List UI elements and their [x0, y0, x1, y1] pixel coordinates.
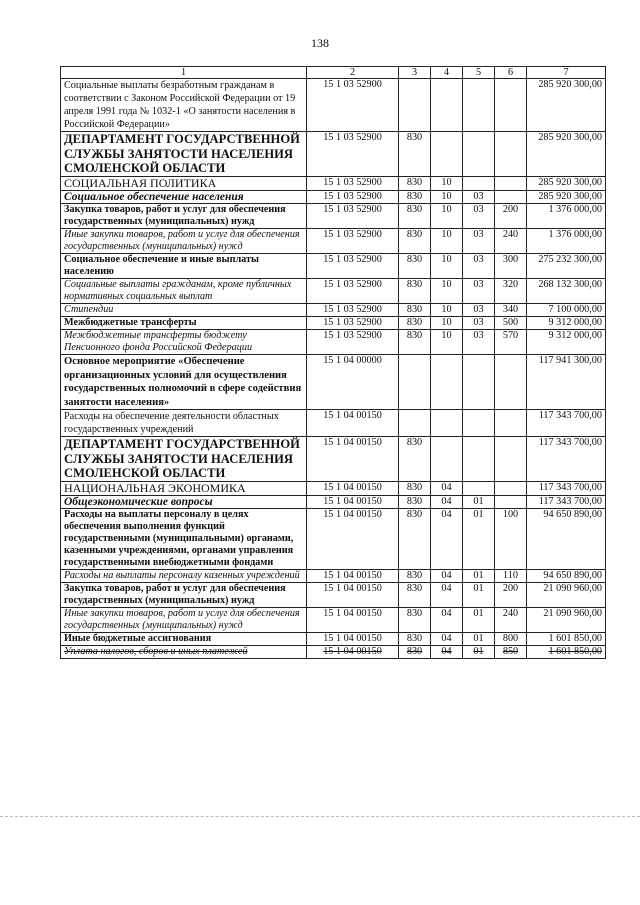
amount-cell: 21 090 960,00	[527, 583, 606, 608]
amount-cell: 9 312 000,00	[527, 330, 606, 355]
target-code-cell: 15 1 03 52900	[307, 132, 399, 177]
row-name-cell: Социальные выплаты гражданам, кроме публичных нормативных социальных выплат	[61, 279, 307, 304]
row-name-cell: НАЦИОНАЛЬНАЯ ЭКОНОМИКА	[61, 481, 307, 495]
table-row	[61, 204, 606, 229]
row-name-cell: Расходы на обеспечение деятельности областных государственных учреждений	[61, 410, 307, 437]
budget-table	[60, 66, 606, 659]
table-row	[61, 608, 606, 633]
table-row	[61, 330, 606, 355]
section-code-cell: 10	[431, 330, 463, 355]
target-code-cell: 15 1 03 52900	[307, 254, 399, 279]
amount-cell: 285 920 300,00	[527, 190, 606, 204]
amount-cell: 275 232 300,00	[527, 254, 606, 279]
section-code-cell: 10	[431, 190, 463, 204]
amount-cell: 117 941 300,00	[527, 355, 606, 410]
amount-cell: 7 100 000,00	[527, 304, 606, 317]
table-row	[61, 646, 606, 659]
subsection-code-cell	[463, 79, 495, 132]
table-row	[61, 570, 606, 583]
grbs-code-cell: 830	[399, 495, 431, 509]
expense-type-cell	[495, 176, 527, 190]
target-code-cell: 15 1 03 52900	[307, 176, 399, 190]
column-header: 5	[463, 67, 495, 79]
row-name-cell: Общеэкономические вопросы	[61, 495, 307, 509]
expense-type-cell	[495, 190, 527, 204]
column-header: 4	[431, 67, 463, 79]
target-code-cell: 15 1 03 52900	[307, 204, 399, 229]
bottom-divider	[0, 816, 640, 817]
table-row	[61, 583, 606, 608]
section-code-cell: 04	[431, 646, 463, 659]
row-name-cell: Социальное обеспечение и иные выплаты населению	[61, 254, 307, 279]
amount-cell: 21 090 960,00	[527, 608, 606, 633]
grbs-code-cell	[399, 410, 431, 437]
amount-cell: 285 920 300,00	[527, 79, 606, 132]
row-name-cell: Социальные выплаты безработным гражданам в соответствии с Законом Российской Федерации от 19 апреля 1991 года № 1032-1 «О занятости населения в Российской Федерации»	[61, 79, 307, 132]
expense-type-cell: 110	[495, 570, 527, 583]
table-row	[61, 509, 606, 570]
table-row	[61, 437, 606, 482]
subsection-code-cell	[463, 410, 495, 437]
row-name-cell: Иные закупки товаров, работ и услуг для обеспечения государственных (муниципальных) нужд	[61, 229, 307, 254]
table-row	[61, 481, 606, 495]
expense-type-cell	[495, 437, 527, 482]
table-row	[61, 132, 606, 177]
subsection-code-cell: 03	[463, 279, 495, 304]
grbs-code-cell: 830	[399, 190, 431, 204]
section-code-cell: 04	[431, 495, 463, 509]
section-code-cell	[431, 79, 463, 132]
target-code-cell: 15 1 03 52900	[307, 304, 399, 317]
grbs-code-cell: 830	[399, 229, 431, 254]
table-row	[61, 410, 606, 437]
expense-type-cell: 850	[495, 646, 527, 659]
section-code-cell	[431, 437, 463, 482]
section-code-cell: 10	[431, 317, 463, 330]
amount-cell: 285 920 300,00	[527, 132, 606, 177]
grbs-code-cell: 830	[399, 330, 431, 355]
amount-cell: 285 920 300,00	[527, 176, 606, 190]
grbs-code-cell: 830	[399, 509, 431, 570]
subsection-code-cell	[463, 355, 495, 410]
grbs-code-cell: 830	[399, 317, 431, 330]
amount-cell: 1 376 000,00	[527, 229, 606, 254]
subsection-code-cell	[463, 481, 495, 495]
grbs-code-cell	[399, 355, 431, 410]
target-code-cell: 15 1 04 00150	[307, 481, 399, 495]
column-header: 2	[307, 67, 399, 79]
table-row	[61, 633, 606, 646]
amount-cell: 117 343 700,00	[527, 410, 606, 437]
target-code-cell: 15 1 04 00150	[307, 570, 399, 583]
grbs-code-cell: 830	[399, 608, 431, 633]
target-code-cell: 15 1 04 00150	[307, 509, 399, 570]
row-name-cell: Расходы на выплаты персоналу в целях обеспечения выполнения функций государственными (муниципальными) органами, казенными учреждениями, органами управления государственными внебюджетными фондами	[61, 509, 307, 570]
amount-cell: 1 601 850,00	[527, 633, 606, 646]
grbs-code-cell: 830	[399, 254, 431, 279]
target-code-cell: 15 1 03 52900	[307, 330, 399, 355]
row-name-cell: Закупка товаров, работ и услуг для обеспечения государственных (муниципальных) нужд	[61, 204, 307, 229]
target-code-cell: 15 1 04 00150	[307, 608, 399, 633]
expense-type-cell	[495, 410, 527, 437]
subsection-code-cell: 03	[463, 190, 495, 204]
row-name-cell: Расходы на выплаты персоналу казенных учреждений	[61, 570, 307, 583]
section-code-cell	[431, 355, 463, 410]
table-row	[61, 254, 606, 279]
table-row	[61, 229, 606, 254]
column-header: 7	[527, 67, 606, 79]
section-code-cell: 10	[431, 304, 463, 317]
section-code-cell: 10	[431, 254, 463, 279]
row-name-cell: Уплата налогов, сборов и иных платежей	[61, 646, 307, 659]
expense-type-cell: 300	[495, 254, 527, 279]
target-code-cell: 15 1 03 52900	[307, 229, 399, 254]
grbs-code-cell: 830	[399, 132, 431, 177]
amount-cell: 9 312 000,00	[527, 317, 606, 330]
row-name-cell: СОЦИАЛЬНАЯ ПОЛИТИКА	[61, 176, 307, 190]
expense-type-cell	[495, 481, 527, 495]
row-name-cell: Закупка товаров, работ и услуг для обеспечения государственных (муниципальных) нужд	[61, 583, 307, 608]
subsection-code-cell: 03	[463, 330, 495, 355]
section-code-cell: 10	[431, 176, 463, 190]
amount-cell: 117 343 700,00	[527, 481, 606, 495]
target-code-cell: 15 1 04 00150	[307, 646, 399, 659]
grbs-code-cell: 830	[399, 570, 431, 583]
target-code-cell: 15 1 04 00000	[307, 355, 399, 410]
subsection-code-cell: 03	[463, 304, 495, 317]
subsection-code-cell: 01	[463, 608, 495, 633]
section-code-cell: 04	[431, 481, 463, 495]
grbs-code-cell: 830	[399, 583, 431, 608]
grbs-code-cell	[399, 79, 431, 132]
expense-type-cell	[495, 355, 527, 410]
expense-type-cell: 200	[495, 204, 527, 229]
grbs-code-cell: 830	[399, 204, 431, 229]
table-row	[61, 304, 606, 317]
section-code-cell: 04	[431, 570, 463, 583]
section-code-cell	[431, 410, 463, 437]
grbs-code-cell: 830	[399, 646, 431, 659]
target-code-cell: 15 1 04 00150	[307, 633, 399, 646]
section-code-cell: 10	[431, 279, 463, 304]
subsection-code-cell: 01	[463, 633, 495, 646]
row-name-cell: ДЕПАРТАМЕНТ ГОСУДАРСТВЕННОЙ СЛУЖБЫ ЗАНЯТОСТИ НАСЕЛЕНИЯ СМОЛЕНСКОЙ ОБЛАСТИ	[61, 437, 307, 482]
row-name-cell: ДЕПАРТАМЕНТ ГОСУДАРСТВЕННОЙ СЛУЖБЫ ЗАНЯТОСТИ НАСЕЛЕНИЯ СМОЛЕНСКОЙ ОБЛАСТИ	[61, 132, 307, 177]
expense-type-cell	[495, 495, 527, 509]
amount-cell: 1 601 850,00	[527, 646, 606, 659]
expense-type-cell	[495, 79, 527, 132]
target-code-cell: 15 1 03 52900	[307, 79, 399, 132]
target-code-cell: 15 1 03 52900	[307, 279, 399, 304]
column-header: 1	[61, 67, 307, 79]
grbs-code-cell: 830	[399, 304, 431, 317]
subsection-code-cell	[463, 132, 495, 177]
row-name-cell: Межбюджетные трансферты	[61, 317, 307, 330]
table-row	[61, 279, 606, 304]
expense-type-cell: 200	[495, 583, 527, 608]
subsection-code-cell: 03	[463, 229, 495, 254]
expense-type-cell: 340	[495, 304, 527, 317]
section-code-cell: 04	[431, 633, 463, 646]
column-header: 6	[495, 67, 527, 79]
amount-cell: 117 343 700,00	[527, 437, 606, 482]
target-code-cell: 15 1 03 52900	[307, 317, 399, 330]
subsection-code-cell: 01	[463, 646, 495, 659]
expense-type-cell: 500	[495, 317, 527, 330]
section-code-cell	[431, 132, 463, 177]
subsection-code-cell: 01	[463, 509, 495, 570]
subsection-code-cell	[463, 437, 495, 482]
target-code-cell: 15 1 04 00150	[307, 583, 399, 608]
column-header: 3	[399, 67, 431, 79]
table-row	[61, 176, 606, 190]
section-code-cell: 04	[431, 583, 463, 608]
subsection-code-cell	[463, 176, 495, 190]
section-code-cell: 10	[431, 229, 463, 254]
expense-type-cell	[495, 132, 527, 177]
row-name-cell: Социальное обеспечение населения	[61, 190, 307, 204]
section-code-cell: 10	[431, 204, 463, 229]
row-name-cell: Стипендии	[61, 304, 307, 317]
table-body	[61, 79, 606, 659]
subsection-code-cell: 01	[463, 583, 495, 608]
table-row	[61, 355, 606, 410]
expense-type-cell: 240	[495, 229, 527, 254]
grbs-code-cell: 830	[399, 437, 431, 482]
expense-type-cell: 100	[495, 509, 527, 570]
section-code-cell: 04	[431, 608, 463, 633]
table-row	[61, 495, 606, 509]
row-name-cell: Основное мероприятие «Обеспечение организационных условий для осуществления государственных полномочий в сфере содействия занятости населения»	[61, 355, 307, 410]
amount-cell: 94 650 890,00	[527, 570, 606, 583]
target-code-cell: 15 1 04 00150	[307, 495, 399, 509]
amount-cell: 117 343 700,00	[527, 495, 606, 509]
grbs-code-cell: 830	[399, 633, 431, 646]
grbs-code-cell: 830	[399, 279, 431, 304]
table-row	[61, 190, 606, 204]
subsection-code-cell: 03	[463, 254, 495, 279]
amount-cell: 1 376 000,00	[527, 204, 606, 229]
target-code-cell: 15 1 04 00150	[307, 410, 399, 437]
subsection-code-cell: 01	[463, 570, 495, 583]
table-row	[61, 79, 606, 132]
amount-cell: 268 132 300,00	[527, 279, 606, 304]
column-number-row	[61, 67, 606, 79]
expense-type-cell: 800	[495, 633, 527, 646]
page-number: 138	[311, 36, 329, 50]
row-name-cell: Иные бюджетные ассигнования	[61, 633, 307, 646]
grbs-code-cell: 830	[399, 481, 431, 495]
amount-cell: 94 650 890,00	[527, 509, 606, 570]
subsection-code-cell: 03	[463, 204, 495, 229]
expense-type-cell: 240	[495, 608, 527, 633]
target-code-cell: 15 1 03 52900	[307, 190, 399, 204]
subsection-code-cell: 03	[463, 317, 495, 330]
target-code-cell: 15 1 04 00150	[307, 437, 399, 482]
subsection-code-cell: 01	[463, 495, 495, 509]
expense-type-cell: 570	[495, 330, 527, 355]
table-row	[61, 317, 606, 330]
row-name-cell: Иные закупки товаров, работ и услуг для обеспечения государственных (муниципальных) нужд	[61, 608, 307, 633]
row-name-cell: Межбюджетные трансферты бюджету Пенсионного фонда Российской Федерации	[61, 330, 307, 355]
expense-type-cell: 320	[495, 279, 527, 304]
grbs-code-cell: 830	[399, 176, 431, 190]
section-code-cell: 04	[431, 509, 463, 570]
